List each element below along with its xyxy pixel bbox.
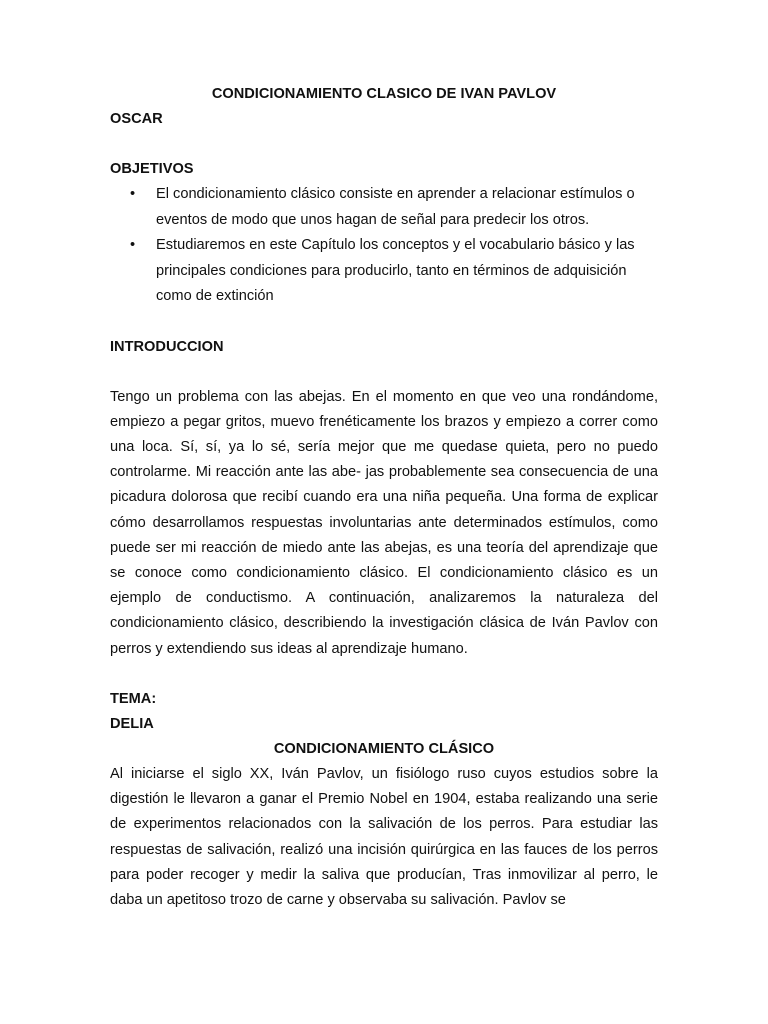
spacer	[110, 310, 658, 335]
introduction-heading: INTRODUCCION	[110, 338, 224, 355]
bullet-icon: •	[130, 237, 136, 253]
objectives-list	[110, 182, 658, 310]
spacer	[110, 132, 658, 157]
spacer	[110, 662, 658, 687]
spacer	[110, 360, 658, 385]
author-name: OSCAR	[110, 111, 163, 127]
objective-text: El condicionamiento clásico consiste en aprender a relacionar estímulos o eventos de modo que unos hagan de señal para predecir los otros.	[156, 186, 635, 228]
section-paragraph: Al iniciarse el siglo XX, Iván Pavlov, un fisiólogo ruso cuyos estudios sobre la digestión le llevaron a ganar el Premio Nobel en 1904, estaba realizando una serie de experimentos relacionados con la salivación de los perros. Para estudiar las respuestas de salivación, realizó una incisión quirúrgica en las fauces de los perros para poder recoger y medir la saliva que producían, Tras inmovilizar al perro, le daba un apetitoso trozo de carne y observaba su salivación. Pavlov se	[110, 765, 658, 908]
tema-heading: TEMA:	[110, 690, 157, 707]
document-title: CONDICIONAMIENTO CLASICO DE IVAN PAVLOV	[211, 86, 557, 102]
bullet-icon: •	[130, 186, 136, 202]
list-item	[110, 233, 658, 310]
tema-author: DELIA	[110, 715, 154, 732]
list-item	[110, 182, 658, 233]
section-title: CONDICIONAMIENTO CLÁSICO	[273, 740, 495, 757]
objectives-heading: OBJETIVOS	[110, 161, 194, 177]
objective-text: Estudiaremos en este Capítulo los conceptos y el vocabulario básico y las principales condiciones para producirlo, tanto en términos de adquisición como de extinción	[156, 237, 635, 304]
introduction-paragraph: Tengo un problema con las abejas. En el momento en que veo una rondándome, empiezo a pegar gritos, muevo frenéticamente los brazos y empiezo a correr como una loca. Sí, sí, ya lo sé, sería mejor que me quedase quieta, pero no puedo controlarme. Mi reacción ante las abe- jas probablemente sea consecuencia de una picadura dolorosa que recibí cuando era una niña pequeña. Una forma de explicar cómo desarrollamos respuestas involuntarias ante determinados estímulos, como puede ser mi reacción de miedo ante las abejas, es una teoría del aprendizaje que se conoce como condicionamiento clásico. El condicionamiento clásico es un ejemplo de conductismo. A continuación, analizaremos la naturaleza del condicionamiento clásico, describiendo la investigación clásica de Iván Pavlov con perros y extendiendo sus ideas al aprendizaje humano.	[110, 388, 658, 657]
